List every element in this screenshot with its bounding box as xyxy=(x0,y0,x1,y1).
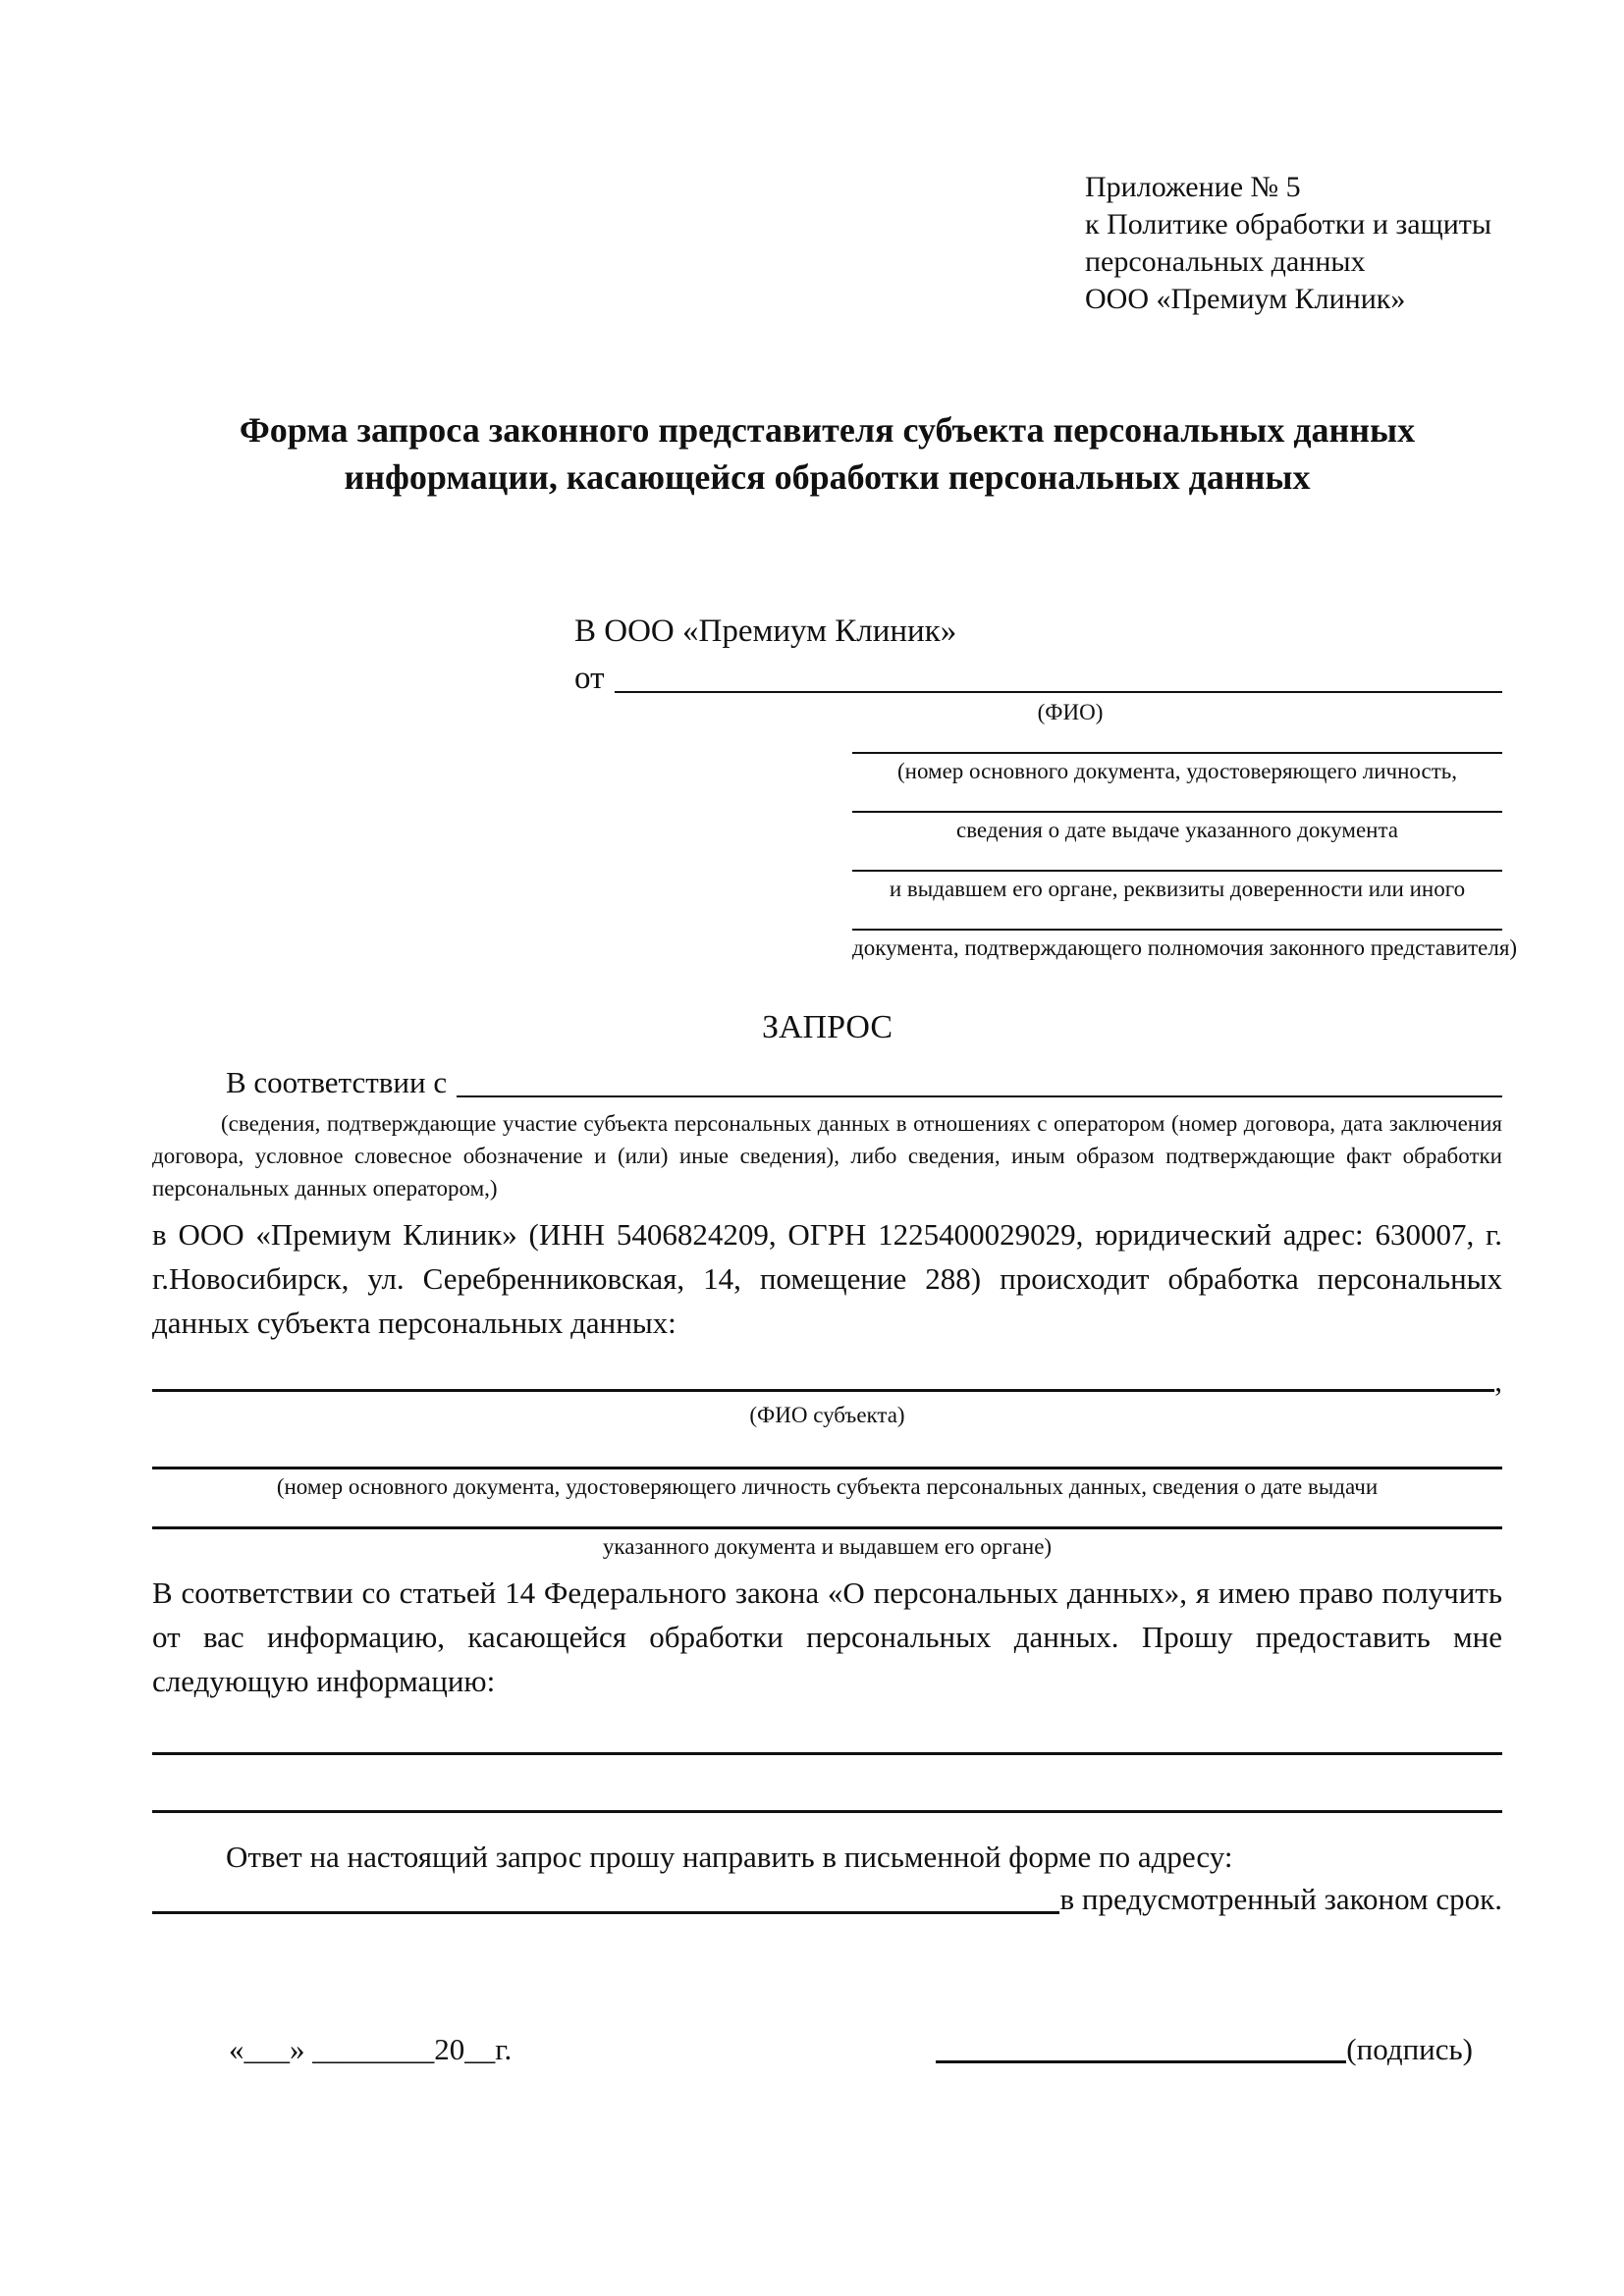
blank-field xyxy=(574,929,1518,962)
subject-doc-caption: указанного документа и выдавшем его органе) xyxy=(602,1534,1053,1559)
request-heading: ЗАПРОС xyxy=(761,1009,893,1045)
from-row xyxy=(574,658,1502,699)
subject-doc-blank-line xyxy=(152,1467,1502,1469)
info-blank-line xyxy=(152,1810,1502,1813)
address-blank-line xyxy=(152,1911,1059,1914)
blank-caption: сведения о дате выдаче указанного документа xyxy=(955,818,1399,842)
subject-doc-blank-line xyxy=(152,1526,1502,1529)
addressee-to: В ООО «Премиум Клиник» xyxy=(574,614,957,649)
blank-field xyxy=(574,752,1502,785)
signature-blank-line xyxy=(936,2060,1346,2063)
blank-line xyxy=(852,929,1502,931)
addressee-block xyxy=(574,611,1518,962)
document-title xyxy=(152,406,1502,501)
answer-paragraph: Ответ на настоящий запрос прошу направить в письменной форме по адресу: xyxy=(226,1840,1233,1874)
operator-paragraph: в ООО «Премиум Клиник» (ИНН 5406824209, ОГРН 1225400029029, юридический адрес: 630007, г. г.Новосибирск, ул. Серебренниковская, 14, помещение 288) происходит обработка персональных данных субъекта персональных данных: xyxy=(152,1217,1502,1340)
subject-fio-caption: (ФИО субъекта) xyxy=(749,1403,905,1427)
accordance-blank-line xyxy=(457,1095,1502,1097)
date-line: «___» ________20__г. xyxy=(229,2032,513,2066)
accordance-caption: (сведения, подтверждающие участие субъекта персональных данных в отношениях с оператором (номер договора, дата заключения договора, условное словесное обозначение и (или) иные сведения), либо сведения, иным образом подтверждающие факт обработки персональных данных оператором,) xyxy=(152,1111,1502,1201)
info-blank-line xyxy=(152,1752,1502,1755)
document-title-line: Форма запроса законного представителя субъекта персональных данных xyxy=(239,410,1416,450)
blank-line xyxy=(852,870,1502,872)
blank-field xyxy=(574,811,1502,844)
blank-field xyxy=(574,870,1502,903)
blank-caption: и выдавшем его органе, реквизиты доверенности или иного xyxy=(889,877,1466,901)
appendix-line: Приложение № 5 xyxy=(1085,171,1301,203)
blank-line xyxy=(852,752,1502,754)
appendix-block xyxy=(1085,169,1502,318)
trailing-comma: , xyxy=(1494,1363,1502,1398)
subject-fio-row xyxy=(152,1364,1502,1398)
blank-caption: документа, подтверждающего полномочия законного представителя) xyxy=(852,935,1518,960)
accordance-row xyxy=(152,1062,1502,1103)
answer-tail: в предусмотренный законом срок. xyxy=(1059,1882,1502,1916)
appendix-line: ООО «Премиум Клиник» xyxy=(1085,283,1406,315)
from-label: от xyxy=(574,661,605,696)
subject-doc-caption: (номер основного документа, удостоверяющего личность субъекта персональных данных, сведения о дате выдачи xyxy=(276,1474,1379,1499)
fio-caption: (ФИО) xyxy=(1037,700,1104,724)
blank-caption: (номер основного документа, удостоверяющего личность, xyxy=(896,759,1457,783)
answer-address-row xyxy=(152,1879,1502,1920)
appendix-line: персональных данных xyxy=(1085,245,1366,278)
accordance-label: В соответствии с xyxy=(226,1065,448,1099)
subject-fio-blank-line xyxy=(152,1389,1494,1392)
footer-row xyxy=(152,2030,1502,2069)
document-content xyxy=(152,0,1518,2069)
blank-line xyxy=(852,811,1502,813)
appendix-line: к Политике обработки и защиты xyxy=(1085,208,1492,240)
from-blank-line xyxy=(615,691,1503,693)
signature-block xyxy=(936,2030,1473,2069)
signature-caption: (подпись) xyxy=(1346,2032,1473,2066)
law-paragraph: В соответствии со статьей 14 Федерального закона «О персональных данных», я имею право получить от вас информацию, касающейся обработки персональных данных. Прошу предоставить мне следующую информацию: xyxy=(152,1575,1502,1698)
document-title-line: информации, касающейся обработки персональных данных xyxy=(344,457,1311,497)
